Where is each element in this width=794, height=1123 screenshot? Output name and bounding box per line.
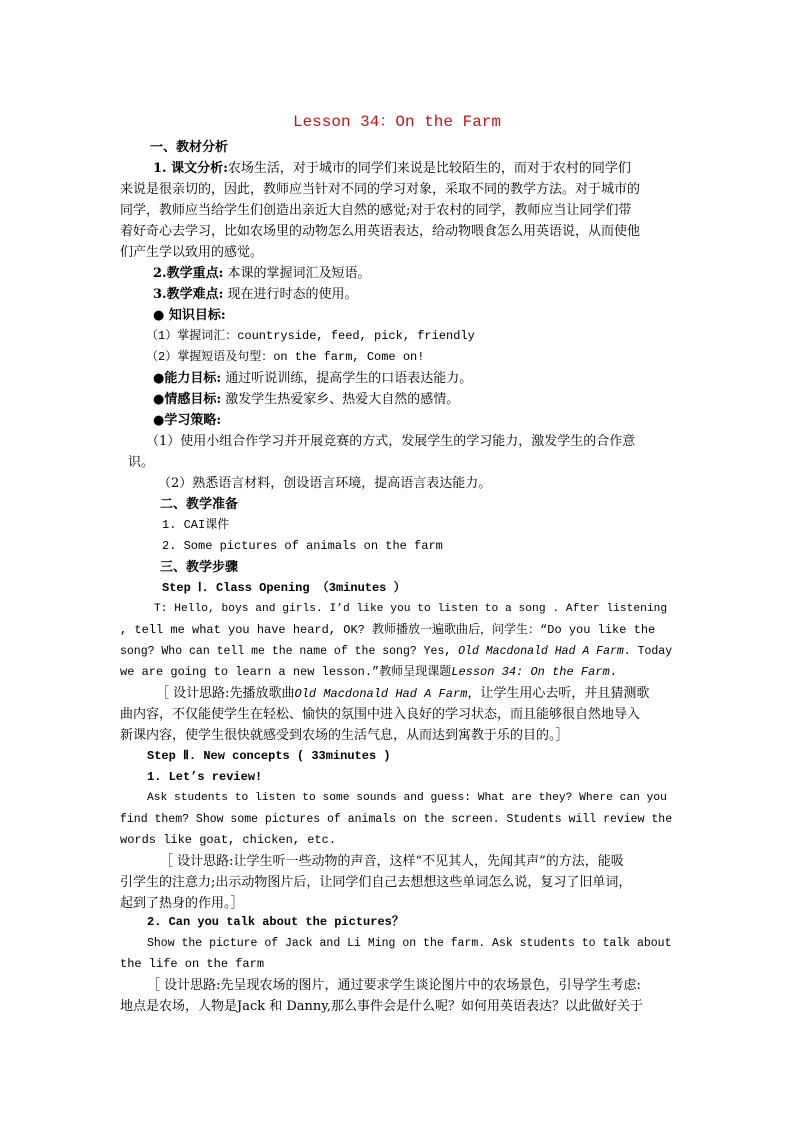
design-note-line <box>156 683 676 705</box>
dialogue-text: . <box>609 665 617 679</box>
difficulty-line <box>153 284 709 305</box>
review-heading: 1. Let’s review! <box>147 770 263 784</box>
ability-goal-text: 通过听说训练，提高学生的口语表达能力。 <box>221 371 473 386</box>
section-heading-steps: 三、教学步骤 <box>160 560 239 575</box>
step-one-heading: Step Ⅰ. Class Opening （3minutes ） <box>162 581 406 595</box>
paragraph-line: 着好奇心去学习，比如农场里的动物怎么用英语表达，给动物喂食怎么用英语说，从而使他 <box>120 224 641 239</box>
talk-line: Show the picture of Jack and Li Ming on the farm. Ask students to talk about <box>147 937 672 950</box>
preparation-item: 2. Some pictures of animals on the farm <box>162 539 443 553</box>
strategy-item: （1）使用小组合作学习并开展竞赛的方式，发展学生的学习能力，激发学生的合作意 <box>146 434 636 449</box>
paragraph-text-analysis-line <box>153 158 676 179</box>
lesson-title-ref: Lesson 34: On the Farm <box>451 665 610 679</box>
ability-goal-label: ●能力目标: <box>153 371 222 386</box>
ability-goal-line <box>153 368 709 389</box>
design-note-line: 新课内容，使学生很快就感受到农场的生活气息，从而达到寓教于乐的目的。］ <box>120 728 569 743</box>
section-heading-analysis: 一、教材分析 <box>150 140 229 155</box>
song-title: Old Macdonald Had A Farm <box>294 687 468 701</box>
paragraph-line: 们产生学以致用的感觉。 <box>120 245 264 260</box>
strategy-item-continued: 识。 <box>128 455 155 470</box>
difficulty-text: 现在进行时态的使用。 <box>223 287 358 302</box>
preparation-item: 1. CAI课件 <box>162 518 230 532</box>
design-note-line: 曲内容，不仅能使学生在轻松、愉快的氛围中进入良好的学习状态，而且能够很自然地导入 <box>120 707 641 722</box>
section-heading-preparation: 二、教学准备 <box>160 497 239 512</box>
dialogue-line: T: Hello, boys and girls. I’d like you to listen to a song . After listening <box>154 603 668 615</box>
key-point-label: 2.教学重点: <box>153 266 224 281</box>
paragraph-label: 1. 课文分析: <box>153 161 228 176</box>
design-note-line: ［ 设计思路:先呈现农场的图片，通过要求学生谈论图片中的农场景色，引导学生考虑: <box>147 978 641 993</box>
review-line: find them? Show some pictures of animals on the screen. Students will review the <box>120 813 673 826</box>
dialogue-text: song? Who can tell me the name of the song? Yes, <box>120 645 459 658</box>
design-note-line: 地点是农场，人物是Jack 和 Danny,那么事件会是什么呢？如何用英语表达？以此做好关于 <box>120 999 644 1014</box>
design-note-line: 引学生的注意力;出示动物图片后，让同学们自己去想想这些单词怎么说，复习了旧单词， <box>120 875 632 890</box>
knowledge-goal-item: （1）掌握词汇：countryside, feed, pick, friendly <box>146 329 475 343</box>
dialogue-line: , tell me what you have heard, OK? 教师播放一遍歌曲后，问学生：“Do you like the <box>120 623 656 637</box>
emotion-goal-text: 激发学生热爱家乡、热爱大自然的感情。 <box>221 392 460 407</box>
dialogue-line <box>120 662 676 683</box>
step-two-heading: Step Ⅱ. New concepts ( 33minutes ) <box>147 749 391 763</box>
emotion-goal-label: ●情感目标: <box>153 392 222 407</box>
design-note-text: ，让学生用心去听，并且猜测歌 <box>467 686 650 701</box>
strategy-item: （2）熟悉语言材料，创设语言环境，提高语言表达能力。 <box>158 476 492 491</box>
review-line: Ask students to listen to some sounds and guess: What are they? Where can you <box>147 792 667 804</box>
dialogue-text: . Today <box>623 645 673 658</box>
strategy-heading: ●学习策略: <box>153 413 222 428</box>
review-line: words like goat, chicken, etc. <box>120 833 337 847</box>
lesson-title: Lesson 34：On the Farm <box>292 113 502 131</box>
key-point-text: 本课的掌握词汇及短语。 <box>223 266 371 281</box>
paragraph-line: 来说是很亲切的，因此，教师应当针对不同的学习对象，采取不同的教学方法。对于城市的 <box>120 182 641 197</box>
key-point-line <box>153 263 709 284</box>
design-note-line: ［ 设计思路:让学生听一些动物的声音，这样“不见其人，先闻其声”的方法，能吸 <box>160 854 624 869</box>
song-title: Old Macdonald Had A Farm <box>458 645 624 658</box>
difficulty-label: 3.教学难点: <box>153 287 224 302</box>
talk-line: the life on the farm <box>120 957 265 971</box>
paragraph-line: 同学，教师应当给学生们创造出亲近大自然的感觉;对于农村的同学，教师应当让同学们带 <box>120 203 632 218</box>
knowledge-goal-item: （2）掌握短语及句型：on the farm, Come on! <box>146 350 425 364</box>
paragraph-text: 农场生活，对于城市的同学们来说是比较陌生的，而对于农村的同学们 <box>227 161 631 176</box>
emotion-goal-line <box>153 389 709 410</box>
talk-heading: 2. Can you talk about the pictures？ <box>147 915 404 929</box>
dialogue-text: we are going to learn a new lesson.”教师呈现课题 <box>120 665 452 679</box>
design-note-text: ［ 设计思路:先播放歌曲 <box>156 686 295 701</box>
dialogue-line <box>120 641 676 662</box>
design-note-line: 起到了热身的作用。］ <box>120 896 244 911</box>
knowledge-goal-heading: ● 知识目标: <box>153 308 226 323</box>
